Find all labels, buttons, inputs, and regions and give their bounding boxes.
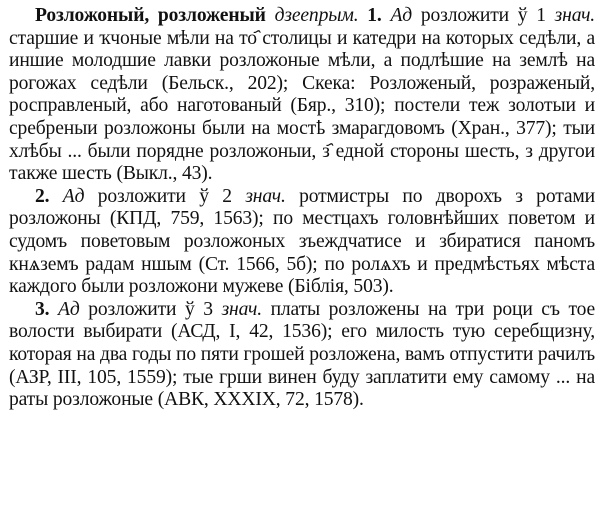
- sense-reference: розложити ў 3: [88, 298, 213, 320]
- sense-2-paragraph: [9, 186, 595, 299]
- sense-reference: розложити ў 1: [420, 5, 546, 26]
- headword: Розложоный, розложеный: [35, 5, 266, 26]
- sense-text: ротмистры по дворохъ з ротами розложоны (КПД, 759, 1563); по местцахъ головнѣйших поветом и судомъ поветовым розложоных зъеждчатисе и збиратися паномъ кнѧземъ радам ншым (Ст. 1566, 5б); по ролѧхъ и предмѣстьях мѣста каждого были розложони мужеве (Біблія, 503).: [9, 185, 595, 298]
- sense-text: платы розложены на три роци съ тое волости выбирати (АСД, I, 42, 1536); его милость тую серебщизну, которая на два годы по пяти грошей розложена, вамъ отпустити рачилъ (АЗР, III, 105, 1559); тые грши винен буду заплатити ему самому ... на раты розложоные (АВК, XXXIX, 72, 1578).: [9, 298, 596, 411]
- sense-znach-label: знач.: [245, 185, 286, 207]
- part-of-speech: дзеепрым.: [274, 5, 359, 26]
- sense-3-paragraph: [9, 299, 595, 412]
- sense-ad-label: Ад: [62, 185, 85, 207]
- sense-number: 1.: [367, 5, 382, 26]
- sense-reference: розложити ў 2: [97, 185, 232, 207]
- sense-number: 2.: [35, 185, 50, 207]
- sense-ad-label: Ад: [58, 298, 80, 320]
- sense-ad-label: Ад: [390, 5, 413, 26]
- sense-text: старшие и ҡчоные мѣли на то҄ столицы и катедри на которых седѣли, а иншие молодшие лавки розложоные мѣли, а подлѣшие на землѣ на рогожах седѣли (Бельск., 202); Скека: Розложеный, розраженый, росправленый, або наготованый (Бяр., 310); постели теж золотыи и сребреныи розложоны были на мостҍ змарагдовомъ (Хран., 377); тыи хлѣбы ... были порядне розложоныи, з҄ едной стороны шесть, з другои также шесть (Выкл., 43).: [9, 27, 595, 185]
- sense-number: 3.: [35, 298, 50, 320]
- sense-znach-label: знач.: [221, 298, 262, 320]
- sense-1-paragraph: [9, 5, 595, 186]
- sense-znach-label: знач.: [554, 5, 596, 26]
